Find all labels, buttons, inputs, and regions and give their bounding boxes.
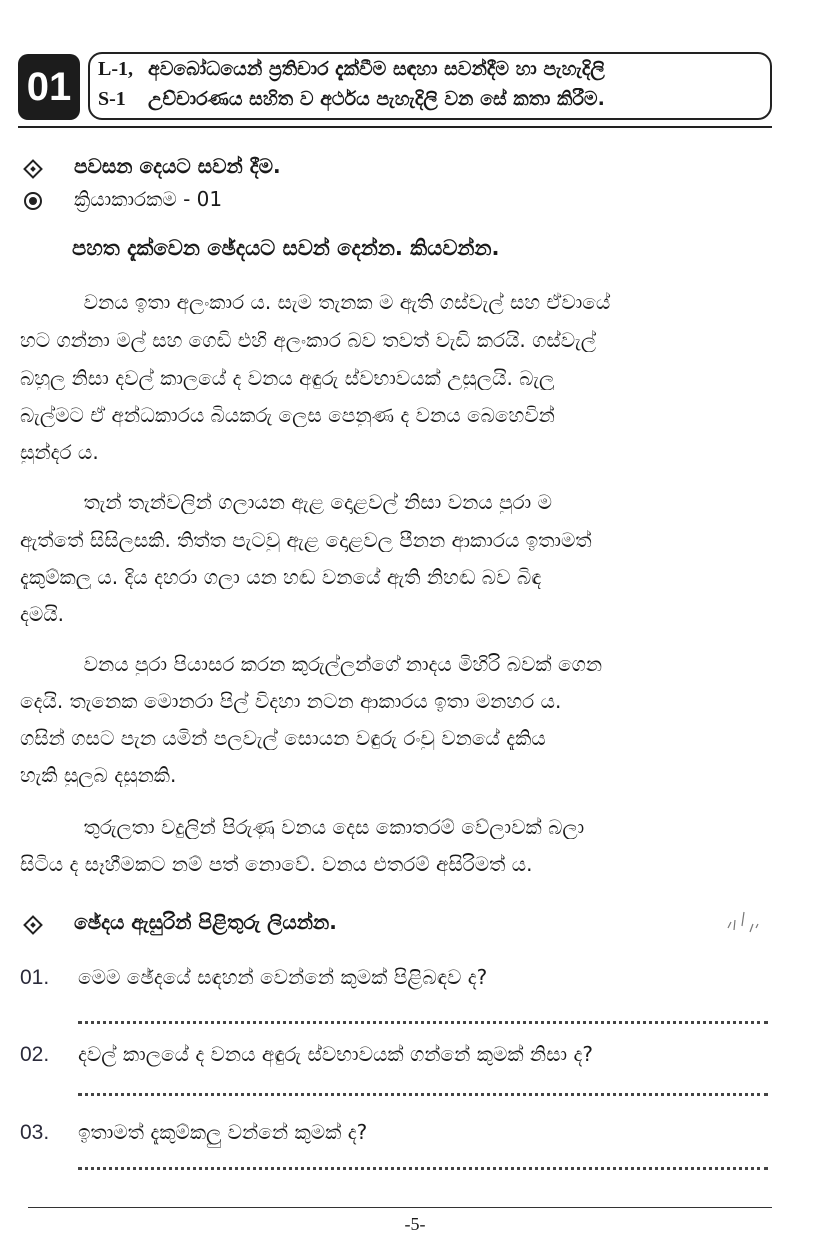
- outcome-code-1: L-1,: [98, 58, 133, 80]
- learning-outcomes-box: [88, 52, 772, 120]
- diamond-bullet-icon: [23, 915, 43, 935]
- activity-row: [18, 187, 778, 217]
- outcome-line-1: [98, 58, 768, 88]
- paragraph-line: සුන්දර ය.: [20, 440, 99, 464]
- question-text: මෙම ඡේදයේ සඳහන් වෙන්නේ කුමක් පිළිබඳව ද?: [78, 965, 488, 989]
- paragraph-line: බහුල නිසා දවල් කාලයේ ද වනය අඳුරු ස්වභාවයක් උසුලයි. බැලූ: [20, 366, 555, 390]
- question-number: 03.: [20, 1121, 50, 1144]
- lesson-number-badge: 01: [18, 54, 80, 120]
- question-text: ඉතාමත් දැකුම්කලු වන්නේ කුමක් ද?: [78, 1120, 368, 1144]
- paragraph-line: තුරුලතා වදුලින් පිරුණු වනය දෙස කොතරම් වේලාවක් බලා: [20, 815, 585, 839]
- question-text: දවල් කාලයේ ද වනය අඳුරු ස්වභාවයක් ගන්නේ කුමක් නිසා ද?: [78, 1042, 593, 1066]
- outcome-text-1: අවබෝධයෙන් ප්‍රතිචාර දැක්වීම සඳහා සවන්දීම හා පැහැදිලි: [148, 58, 605, 80]
- paragraph-line: ඇත්තේ සිසිලසකි. තිත්ත පැටවු ඇළ දොළවල පීනන ආකාරය ඉතාමත්: [20, 528, 592, 552]
- paragraph-line: වනය පුරා පියාසර කරන කුරුල්ලන්ගේ නාදය මිහිරි බවක් ගෙන: [20, 652, 603, 676]
- pencil-mark-icon: [724, 906, 764, 936]
- radio-bullet-icon: [24, 192, 42, 210]
- section-listening: [18, 154, 778, 184]
- answer-line[interactable]: [78, 1021, 768, 1024]
- paragraph-line: බැල්මට ඒ අන්ධකාරය බියකරු ලෙස පෙනුණ ද වනය බෙහෙවින්: [20, 403, 555, 427]
- activity-label: ක්‍රියාකාරකම - 01: [74, 187, 223, 211]
- outcome-line-2: [98, 88, 768, 118]
- instruction-text: පහත දැක්වෙන ඡේදයට සවන් දෙන්න. කියවන්න.: [72, 236, 500, 260]
- header-divider: [18, 126, 772, 128]
- page-number: -5-: [404, 1214, 426, 1234]
- section-questions: [18, 910, 778, 940]
- paragraph-line: හැකි සුලබ දසුනකි.: [20, 763, 177, 787]
- paragraph-line: හට ගන්නා මල් සහ ගෙඩි එහි අලංකාර බව තවත් වැඩි කරයි. ගස්වැල්: [20, 328, 597, 352]
- paragraph-line: තැන් තැන්වලින් ගලායන ඇළ දොළවල් නිසා වනය පුරා ම: [20, 490, 552, 514]
- section-listening-title: පවසන දෙයට සවන් දීම.: [74, 154, 281, 178]
- paragraph-line: ගසින් ගසට පැන යමින් පලවැල් සොයන වඳුරු රංචු වනයේ දැකිය: [20, 726, 546, 750]
- paragraph-line: දැකුම්කලු ය. දිය දහරා ගලා යන හඬ වනයේ ඇති නිහඬ බව බිඳ: [20, 565, 542, 589]
- paragraph-line: දමයි.: [20, 602, 64, 626]
- question-number: 01.: [20, 966, 50, 989]
- question-number: 02.: [20, 1043, 50, 1066]
- diamond-bullet-icon: [23, 159, 43, 179]
- footer-divider: [28, 1207, 772, 1208]
- paragraph-line: සිටිය ද සෑහීමකට නම් පත් නොවේ. වනය එතරම් අසිරිමත් ය.: [20, 852, 533, 876]
- outcome-code-2: S-1: [98, 88, 126, 110]
- answer-line[interactable]: [78, 1093, 768, 1096]
- outcome-text-2: උච්චාරණය සහිත ව අර්ථය පැහැදිලි වන සේ කතා කිරීම.: [148, 88, 605, 110]
- answer-line[interactable]: [78, 1167, 768, 1170]
- paragraph-line: වනය ඉතා අලංකාර ය. සැම තැනක ම ඇති ගස්වැල් සහ ඒවායේ: [20, 290, 611, 314]
- lesson-header: [18, 52, 778, 126]
- section-questions-title: ඡේදය ඇසුරින් පිළිතුරු ලියන්න.: [74, 910, 337, 934]
- paragraph-line: දෙයි. තැනෙක මොනරා පිල් විදහා නටන ආකාරය ඉතා මනහර ය.: [20, 689, 562, 713]
